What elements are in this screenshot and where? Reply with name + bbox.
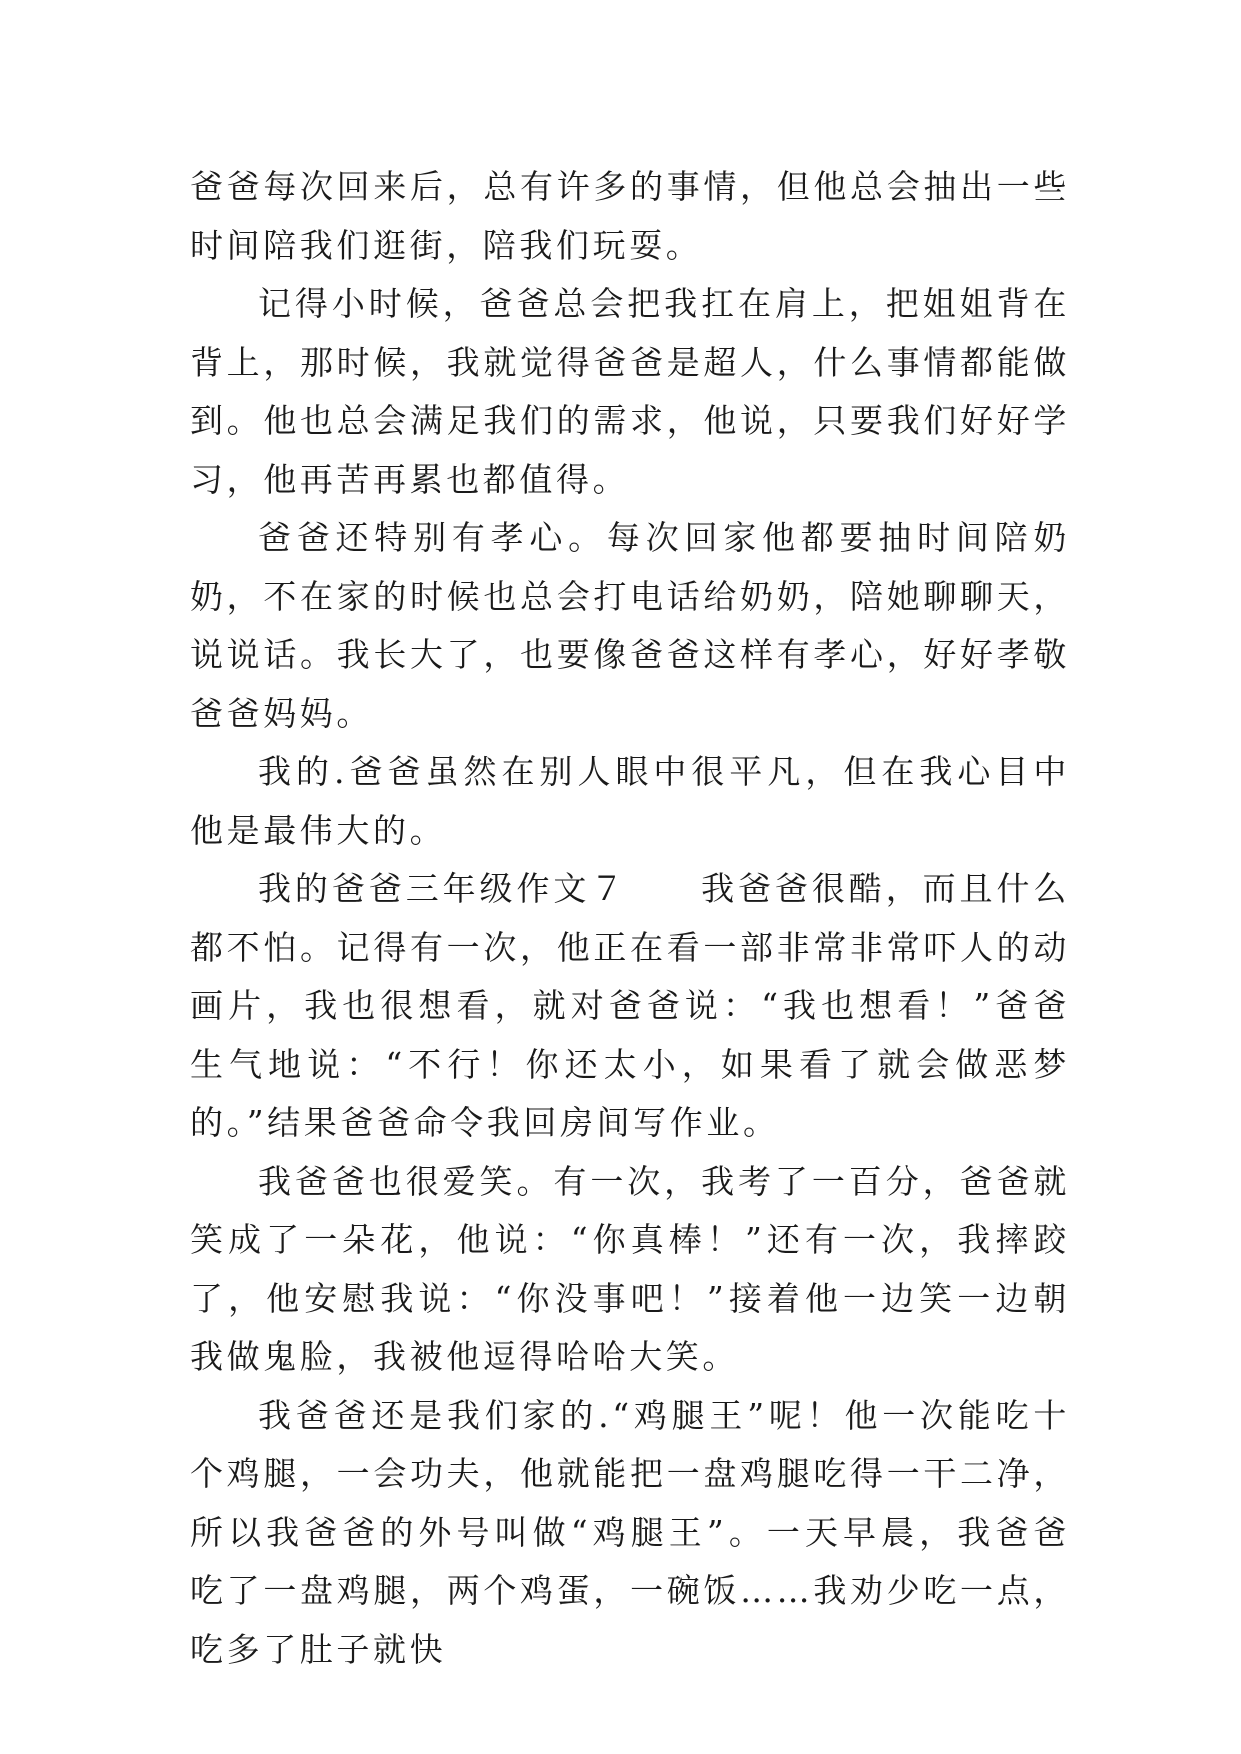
paragraph-4: 我的.爸爸虽然在别人眼中很平凡，但在我心目中他是最伟大的。 [190, 752, 1070, 850]
paragraph-6: 我爸爸也很爱笑。有一次，我考了一百分，爸爸就笑成了一朵花，他说：“你真棒！”还有一次，我摔跤了，他安慰我说：“你没事吧！”接着他一边笑一边朝我做鬼脸，我被他逗得哈哈大笑。 [190, 1161, 1070, 1376]
paragraph-3: 爸爸还特别有孝心。每次回家他都要抽时间陪奶奶，不在家的时候也总会打电话给奶奶，陪她聊聊天，说说话。我长大了，也要像爸爸这样有孝心，好好孝敬爸爸妈妈。 [190, 518, 1070, 733]
paragraph-2: 记得小时候，爸爸总会把我扛在肩上，把姐姐背在背上，那时候，我就觉得爸爸是超人，什么事情都能做到。他也总会满足我们的需求，他说，只要我们好好学习，他再苦再累也都值得。 [190, 284, 1070, 499]
paragraph-5: 我的爸爸三年级作文７ 我爸爸很酷，而且什么都不怕。记得有一次，他正在看一部非常非常吓人的动画片，我也很想看，就对爸爸说：“我也想看！”爸爸生气地说：“不行！你还太小，如果看了就会做恶梦的。”结果爸爸命令我回房间写作业。 [190, 869, 1070, 1142]
paragraph-7: 我爸爸还是我们家的.“鸡腿王”呢！他一次能吃十个鸡腿，一会功夫，他就能把一盘鸡腿吃得一干二净，所以我爸爸的外号叫做“鸡腿王”。一天早晨，我爸爸吃了一盘鸡腿，两个鸡蛋，一碗饭……我劝少吃一点，吃多了肚子就快 [190, 1395, 1070, 1669]
paragraph-1: 爸爸每次回来后，总有许多的事情，但他总会抽出一些时间陪我们逛街，陪我们玩耍。 [190, 167, 1070, 265]
document-body [190, 158, 1070, 1679]
